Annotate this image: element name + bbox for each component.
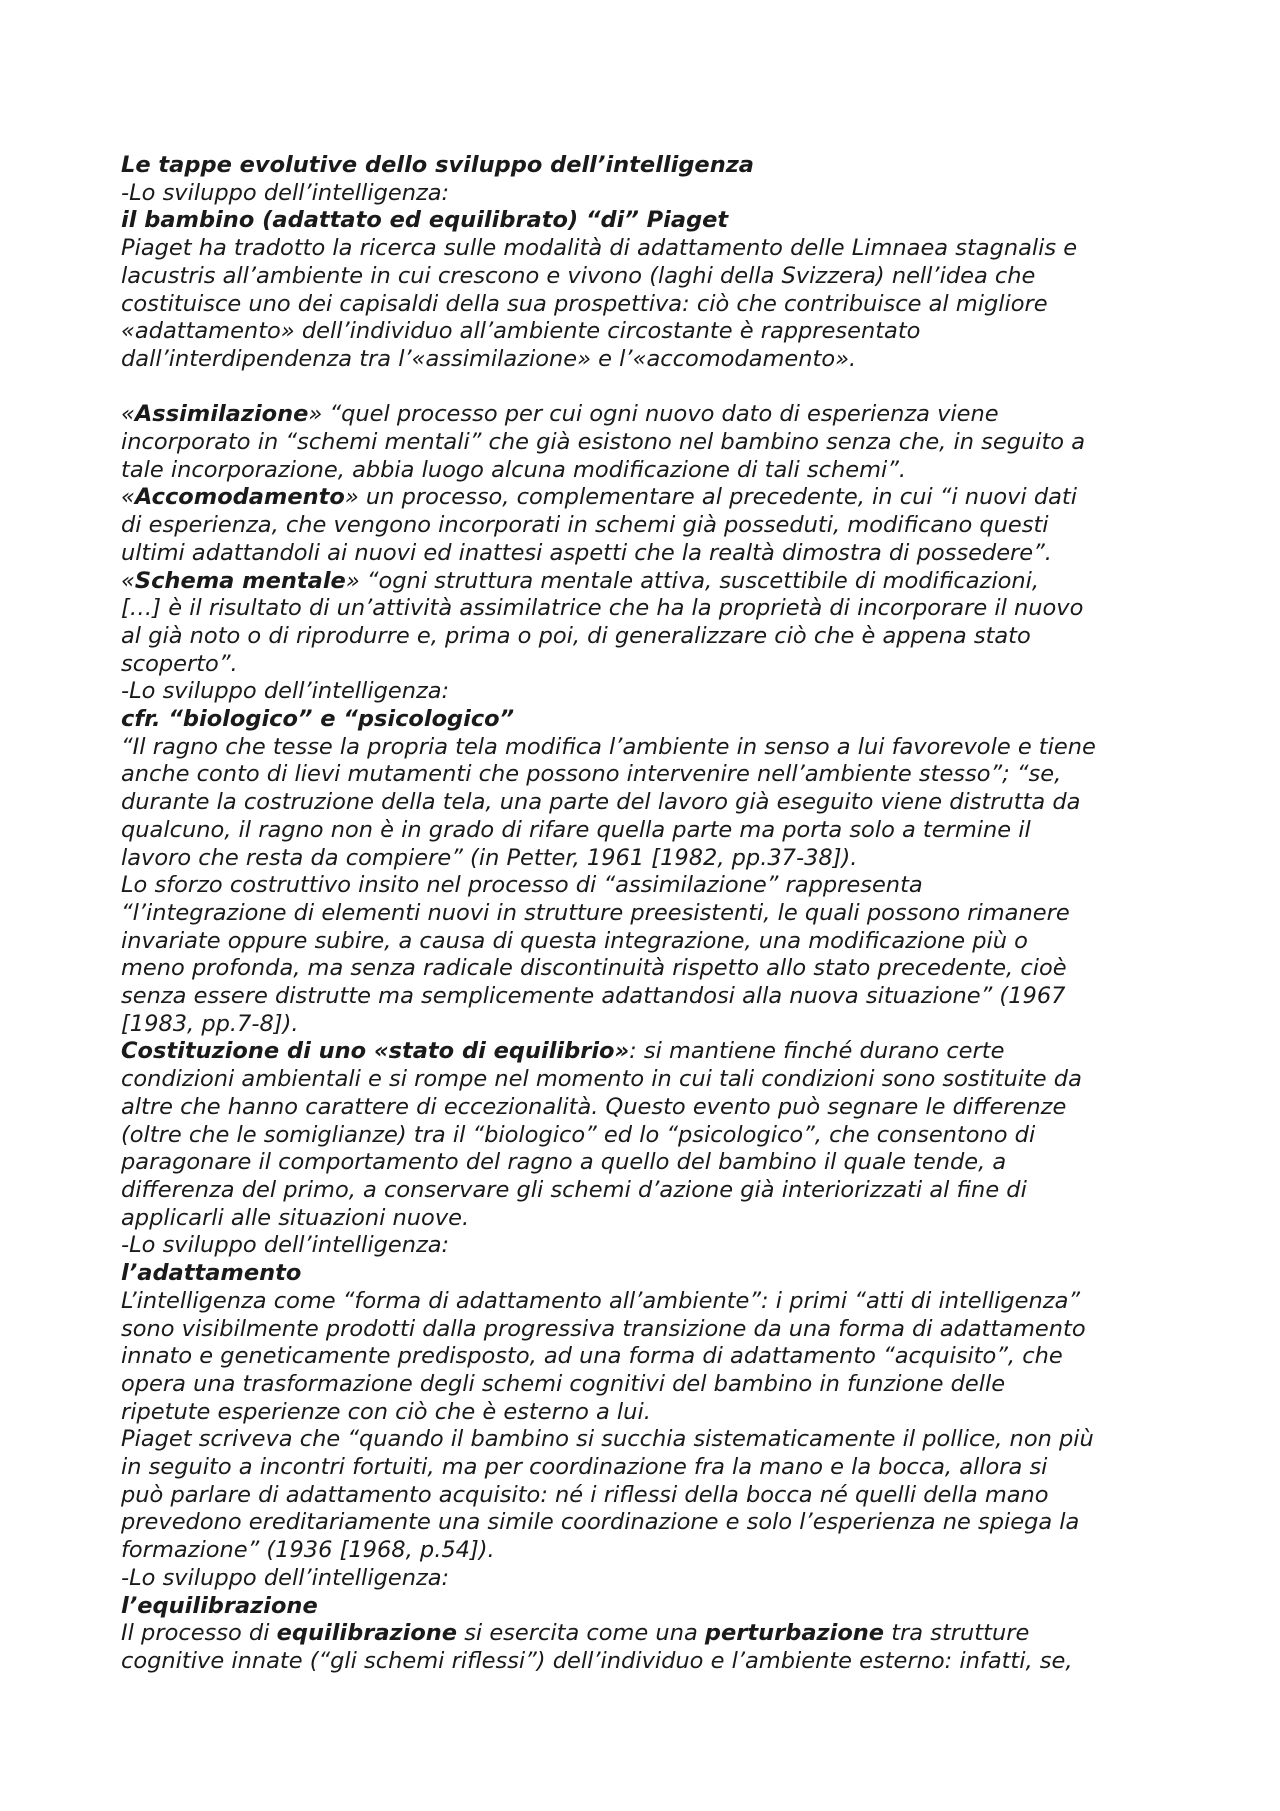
- text-line: [121, 401, 1171, 429]
- term-accomodamento: Accomodamento: [134, 484, 345, 511]
- text-line: tale incorporazione, abbia luogo alcuna modificazione di tali schemi”.: [121, 456, 907, 483]
- section-heading: l’adattamento: [121, 1260, 302, 1287]
- text-line: innato e geneticamente predisposto, ad una forma di adattamento “acquisito”, che: [121, 1343, 1063, 1370]
- text-run: Il processo di: [121, 1620, 277, 1647]
- text-line: [121, 1620, 1171, 1648]
- text-line: cognitive innate (“gli schemi riflessi”) dell’individuo e l’ambiente esterno: infatti, se,: [121, 1647, 1073, 1674]
- text-line: incorporato in “schemi mentali” che già esistono nel bambino senza che, in seguito a: [121, 429, 1086, 456]
- section-kicker: -Lo sviluppo dell’intelligenza:: [121, 678, 450, 705]
- text-line: formazione” (1936 [1968, p.54]).: [121, 1537, 495, 1564]
- text-line: in seguito a incontri fortuiti, ma per coordinazione fra la mano e la bocca, allora si: [121, 1454, 1048, 1481]
- paragraph-stato-equilibrio: [121, 1038, 1171, 1232]
- term-assimilazione: Assimilazione: [134, 401, 309, 428]
- section-heading: l’equilibrazione: [121, 1592, 318, 1619]
- text-run: si esercita come una: [457, 1620, 705, 1647]
- paragraph-intelligenza-adattamento: [121, 1288, 1171, 1427]
- quote-open: «: [121, 401, 135, 428]
- text-line: “l’integrazione di elementi nuovi in strutture preesistenti, le quali possono rimanere: [121, 899, 1070, 926]
- text-line: sono visibilmente prodotti dalla progressiva transizione da una forma di adattamento: [121, 1315, 1086, 1342]
- text-line: (oltre che le somiglianze) tra il “biologico” ed lo “psicologico”, che consentono di: [121, 1121, 1036, 1148]
- section-heading: il bambino (adattato ed equilibrato) “di” Piaget: [121, 207, 729, 234]
- text-line: condizioni ambientali e si rompe nel momento in cui tali condizioni sono sostituite da: [121, 1066, 1082, 1093]
- text-line: dall’interdipendenza tra l’«assimilazione» e l’«accomodamento».: [121, 345, 857, 372]
- section-heading: cfr. “biologico” e “psicologico”: [121, 706, 515, 733]
- definition-text: : si mantiene finché durano certe: [629, 1038, 1005, 1065]
- text-line: prevedono ereditariamente una simile coordinazione e solo l’esperienza ne spiega la: [121, 1509, 1080, 1536]
- paragraph-adattamento-limnaea: [121, 235, 1171, 374]
- section-kicker: -Lo sviluppo dell’intelligenza:: [121, 179, 450, 206]
- text-line: senza essere distrutte ma semplicemente adattandosi alla nuova situazione” (1967: [121, 983, 1066, 1010]
- section-kicker: -Lo sviluppo dell’intelligenza:: [121, 1232, 450, 1259]
- text-line: al già noto o di riprodurre e, prima o poi, di generalizzare ciò che è appena stato: [121, 622, 1031, 649]
- text-line: Piaget scriveva che “quando il bambino si succhia sistematicamente il pollice, non più: [121, 1426, 1094, 1453]
- text-line: [1983, pp.7-8]).: [121, 1010, 299, 1037]
- text-line: “Il ragno che tesse la propria tela modifica l’ambiente in senso a lui favorevole e tiene: [121, 733, 1096, 760]
- section-kicker: -Lo sviluppo dell’intelligenza:: [121, 1564, 450, 1591]
- text-line: applicarli alle situazioni nuove.: [121, 1204, 470, 1231]
- definition-assimilazione: [121, 401, 1171, 484]
- text-line: Lo sforzo costruttivo insito nel processo di “assimilazione” rappresenta: [121, 872, 923, 899]
- text-line: ripetute esperienze con ciò che è esterno a lui.: [121, 1398, 651, 1425]
- text-line: anche conto di lievi mutamenti che possono intervenire nell’ambiente stesso”; “se,: [121, 761, 1062, 788]
- term-stato-equilibrio: Costituzione di uno «stato di equilibrio»: [121, 1038, 630, 1065]
- text-line: altre che hanno carattere di eccezionalità. Questo evento può segnare le differenze: [121, 1093, 1067, 1120]
- definition-schema-mentale: [121, 568, 1171, 679]
- text-line: [121, 484, 1171, 512]
- document-page: [121, 152, 1171, 1676]
- text-line: qualcuno, il ragno non è in grado di rifare quella parte ma porta solo a termine il: [121, 816, 1031, 843]
- document-title: Le tappe evolutive dello sviluppo dell’intelligenza: [121, 152, 754, 178]
- quote-open: «: [121, 567, 135, 594]
- text-line: [121, 568, 1171, 596]
- text-line: ultimi adattandoli ai nuovi ed inattesi aspetti che la realtà dimostra di possedere”.: [121, 539, 1052, 566]
- text-line: «adattamento» dell’individuo all’ambiente circostante è rappresentato: [121, 318, 921, 345]
- definition-text: » “ogni struttura mentale attiva, suscettibile di modificazioni,: [345, 567, 1040, 594]
- text-line: di esperienza, che vengono incorporati in schemi già posseduti, modificano questi: [121, 512, 1049, 539]
- definition-accomodamento: [121, 484, 1171, 567]
- paragraph-ragno: [121, 734, 1171, 873]
- term-schema-mentale: Schema mentale: [134, 567, 346, 594]
- text-line: lavoro che resta da compiere” (in Petter, 1961 [1982, pp.37-38]).: [121, 844, 858, 871]
- paragraph-pollice: [121, 1426, 1171, 1565]
- text-line: paragonare il comportamento del ragno a quello del bambino il quale tende, a: [121, 1149, 1007, 1176]
- blank-line: [121, 374, 1171, 402]
- definition-text: » un processo, complementare al precedente, in cui “i nuovi dati: [344, 484, 1077, 511]
- text-line: può parlare di adattamento acquisito: né i riflessi della bocca né quelli della mano: [121, 1481, 1049, 1508]
- text-line: L’intelligenza come “forma di adattamento all’ambiente”: i primi “atti di intelligenza”: [121, 1287, 1081, 1314]
- term-perturbazione: perturbazione: [704, 1620, 885, 1647]
- text-line: […] è il risultato di un’attività assimilatrice che ha la proprietà di incorporare il nuovo: [121, 595, 1084, 622]
- paragraph-equilibrazione: [121, 1620, 1171, 1675]
- text-line: scoperto”.: [121, 650, 238, 677]
- term-equilibrazione: equilibrazione: [276, 1620, 458, 1647]
- text-line: meno profonda, ma senza radicale discontinuità rispetto allo stato precedente, cioè: [121, 955, 1067, 982]
- text-line: durante la costruzione della tela, una parte del lavoro già eseguito viene distrutta da: [121, 789, 1081, 816]
- definition-text: » “quel processo per cui ogni nuovo dato di esperienza viene: [308, 401, 999, 428]
- paragraph-sforzo-costruttivo: [121, 872, 1171, 1038]
- quote-open: «: [121, 484, 135, 511]
- text-line: costituisce uno dei capisaldi della sua prospettiva: ciò che contribuisce al migliore: [121, 290, 1048, 317]
- text-run: tra strutture: [884, 1620, 1030, 1647]
- text-line: differenza del primo, a conservare gli schemi d’azione già interiorizzati al fine di: [121, 1177, 1027, 1203]
- text-line: Piaget ha tradotto la ricerca sulle modalità di adattamento delle Limnaea stagnalis e: [121, 235, 1078, 262]
- text-line: invariate oppure subire, a causa di questa integrazione, una modificazione più o: [121, 927, 1028, 954]
- text-line: lacustris all’ambiente in cui crescono e vivono (laghi della Svizzera) nell’idea che: [121, 262, 1036, 289]
- text-line: [121, 1038, 1171, 1066]
- text-line: opera una trasformazione degli schemi cognitivi del bambino in funzione delle: [121, 1370, 1006, 1397]
